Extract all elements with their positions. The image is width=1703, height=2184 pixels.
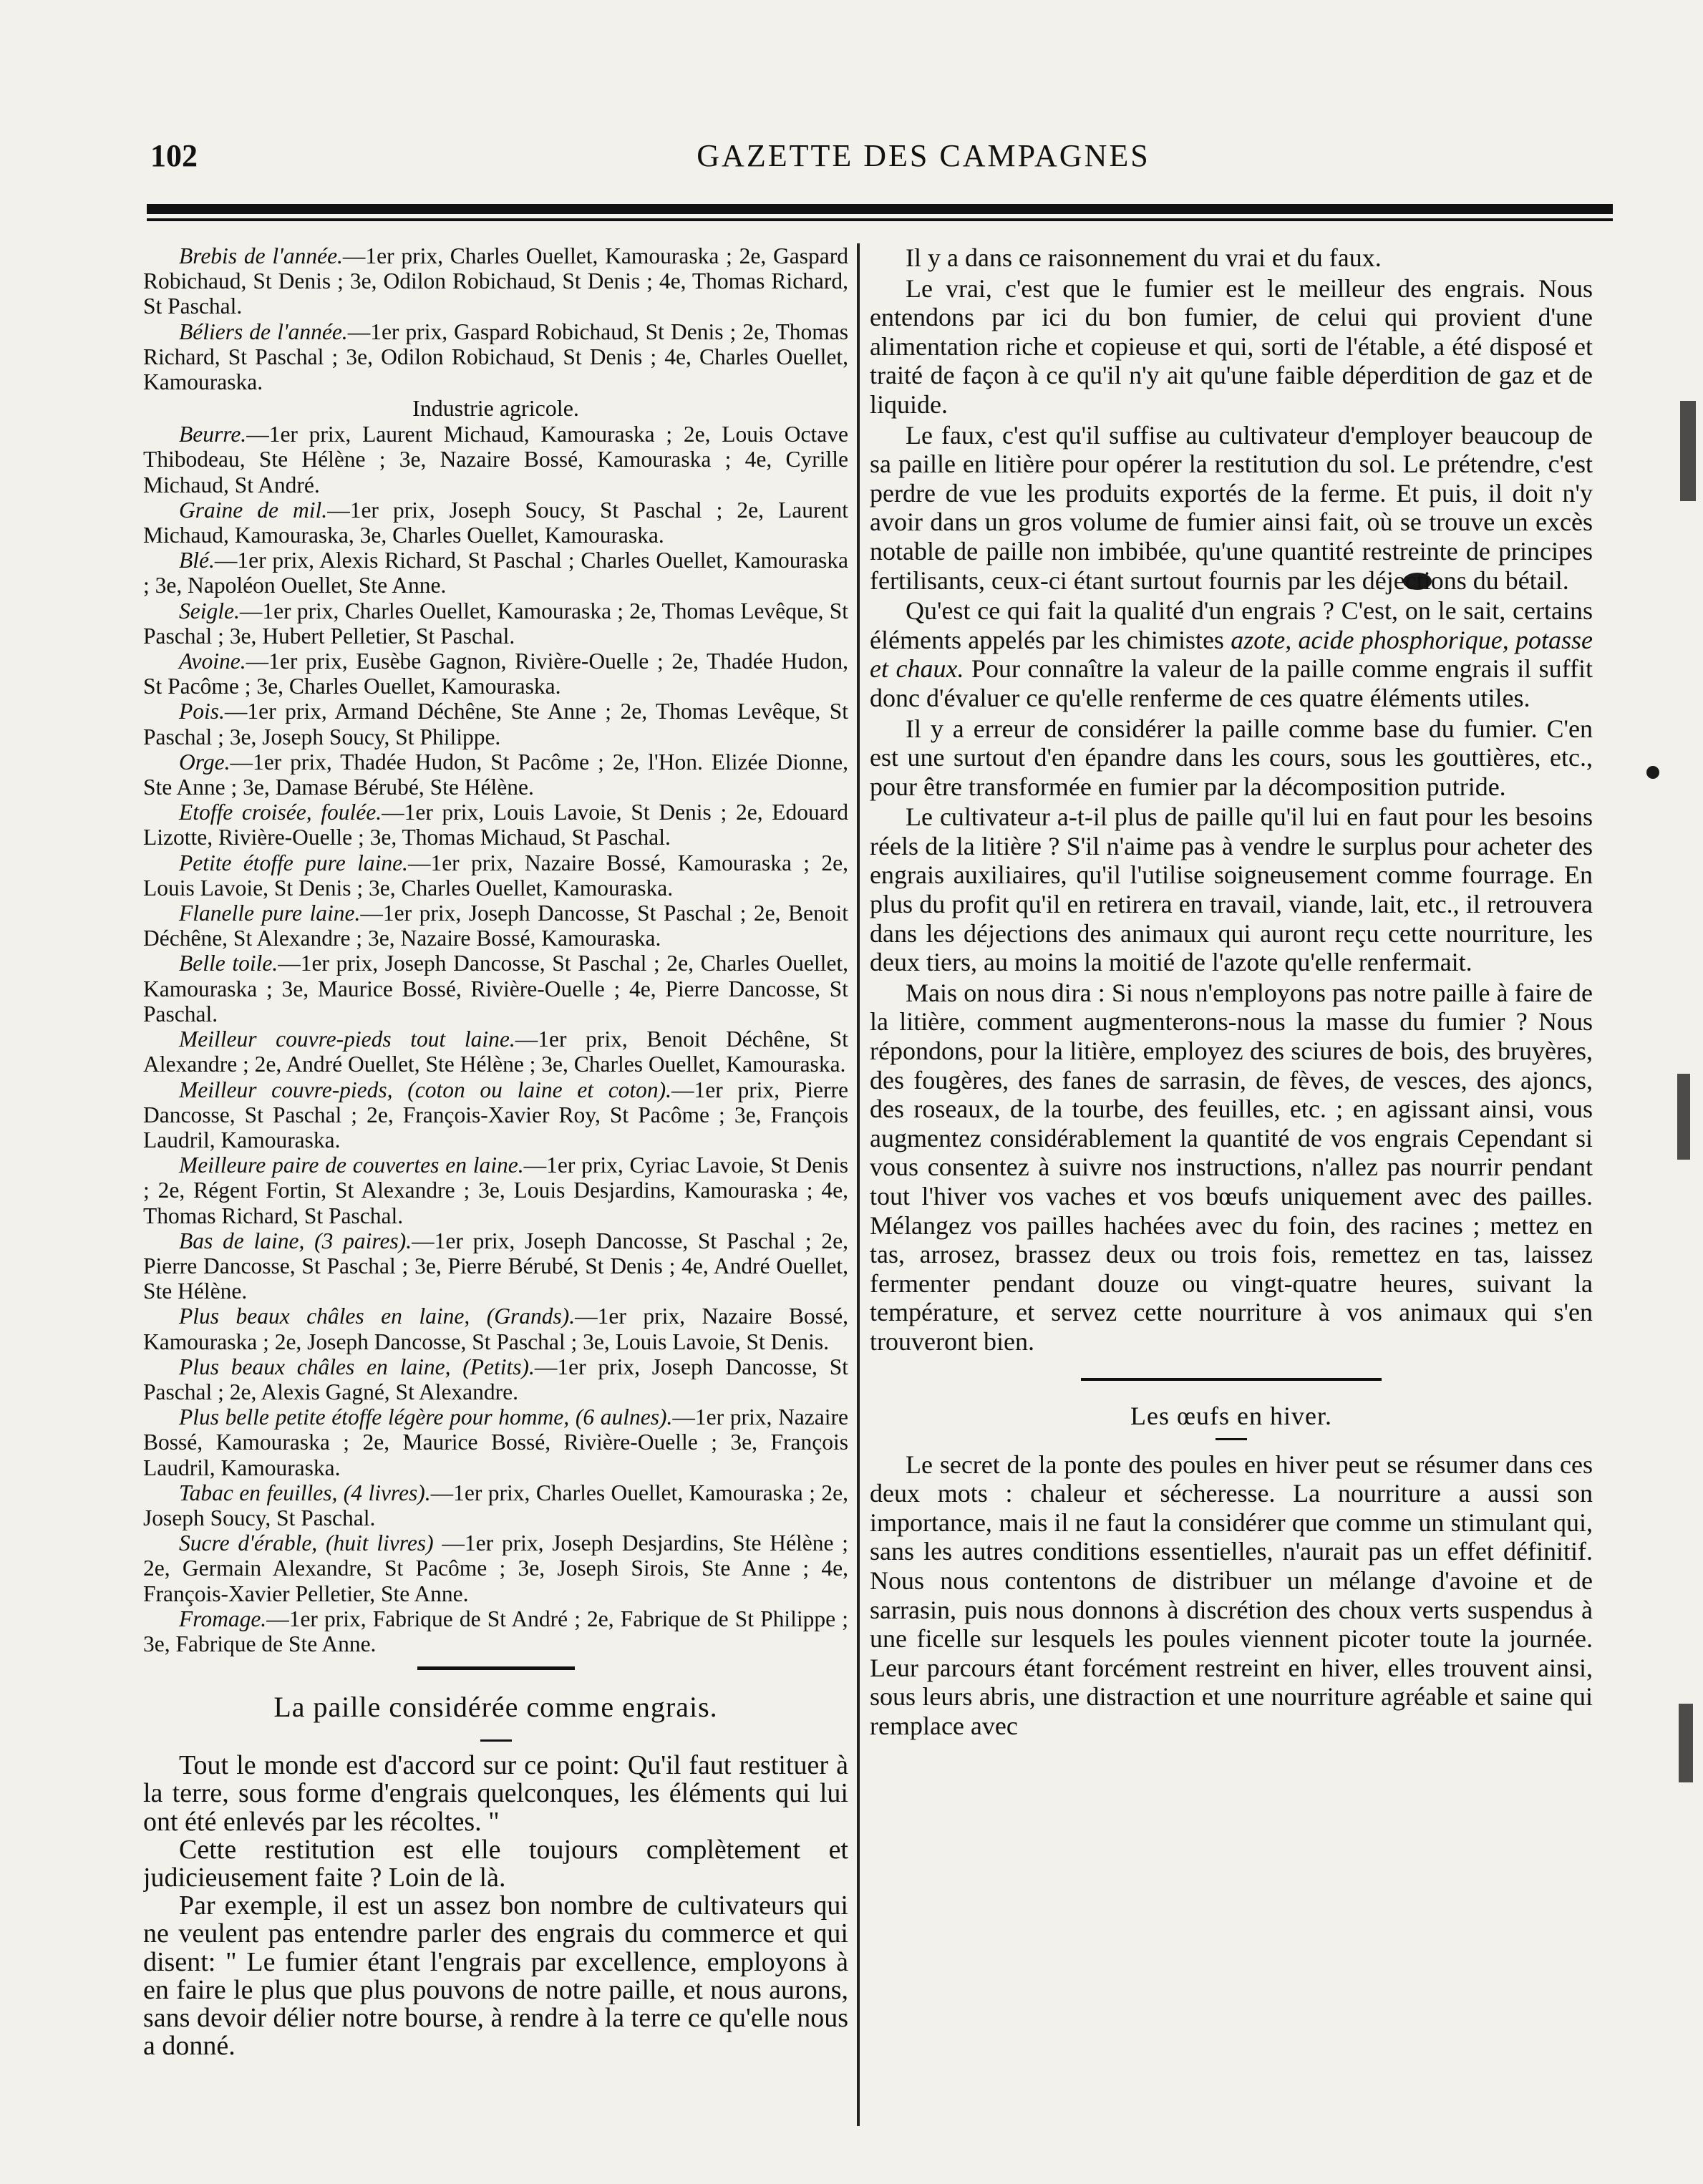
prize-winners: —1er prix, Louis Lavoie, St Denis ; 2e, Edouard Lizotte, Rivière-Ouelle ; 3e, Thomas Michaud, St Paschal. — [143, 800, 848, 850]
prize-category: Tabac en feuilles, (4 livres). — [179, 1480, 431, 1505]
prize-winners: —1er prix, Cyriac Lavoie, St Denis ; 2e, Régent Fortin, St Alexandre ; 3e, Louis Desjardins, Kamouraska ; 4e, Thomas Richard, St Paschal. — [143, 1152, 848, 1228]
prize-winners: —1er prix, Alexis Richard, St Paschal ; Charles Ouellet, Kamouraska ; 3e, Napoléon Ouellet, Ste Anne. — [143, 548, 848, 598]
prize-category: Meilleur couvre-pieds, (coton ou laine et coton). — [179, 1077, 672, 1102]
column-divider — [857, 243, 860, 2126]
article-paragraph: Tout le monde est d'accord sur ce point: Qu'il faut restituer à la terre, sous forme d'engrais quelconques, les éléments qui lui ont été enlevés par les récoltes. " — [143, 1750, 848, 1837]
prize-category: Etoffe croisée, foulée. — [179, 800, 382, 825]
header-rule-thin — [147, 218, 1613, 221]
prize-entry — [143, 850, 848, 901]
prize-category: Brebis de l'année. — [179, 243, 343, 268]
prize-winners: —1er prix, Joseph Dancosse, St Paschal ; 2e, Alexis Gagné, St Alexandre. — [143, 1354, 848, 1404]
prize-winners: —1er prix, Nazaire Bossé, Kamouraska ; 2e, Joseph Dancosse, St Paschal ; 3e, Louis Lavoie, St Denis. — [143, 1304, 848, 1354]
prize-category: Petite étoffe pure laine. — [179, 850, 408, 875]
prize-entry — [143, 901, 848, 951]
right-column — [870, 243, 1593, 2133]
prize-category: Graine de mil. — [179, 497, 328, 523]
prize-entry — [143, 699, 848, 749]
prize-entry — [143, 1228, 848, 1304]
prize-category: Beurre. — [179, 422, 247, 447]
prize-entry — [143, 1480, 848, 1530]
article-paragraph — [870, 596, 1593, 712]
scan-edge-mark — [1679, 1704, 1693, 1782]
ink-blot — [1646, 766, 1659, 779]
prize-entry — [143, 649, 848, 699]
prize-winners: —1er prix, Charles Ouellet, Kamouraska ; 2e, Thomas Levêque, St Paschal ; 3e, Hubert Pelletier, St Paschal. — [143, 598, 848, 649]
prize-category: Béliers de l'année. — [179, 319, 348, 344]
prize-category: Pois. — [179, 699, 225, 724]
prize-category: Fromage. — [179, 1606, 267, 1631]
prize-entry — [143, 1404, 848, 1480]
prize-entry — [143, 1606, 848, 1656]
prize-list-agricultural — [143, 422, 848, 1656]
prize-winners: —1er prix, Laurent Michaud, Kamouraska ; 2e, Louis Octave Thibodeau, Ste Hélène ; 3e, Nazaire Bossé, Kamouraska ; 4e, Cyrille Michaud, St André. — [143, 422, 848, 498]
prize-winners: —1er prix, Fabrique de St André ; 2e, Fabrique de St Philippe ; 3e, Fabrique de Ste Anne. — [143, 1606, 848, 1656]
left-column — [143, 243, 848, 2133]
prize-list-sheep — [143, 243, 848, 394]
article-paragraph: Le vrai, c'est que le fumier est le meilleur des engrais. Nous entendons par ici du bon fumier, de celui qui provient d'une alimentation riche et copieuse et qui, sorti de l'étable, a été disposé et traité de façon à ce qu'il n'y ait qu'une faible déperdition de gaz et de liquide. — [870, 273, 1593, 419]
section-subheading: Industrie agricole. — [412, 395, 579, 422]
prize-category: Belle toile. — [179, 951, 278, 976]
prize-entry — [143, 498, 848, 548]
prize-entry — [143, 598, 848, 649]
prize-category: Meilleure paire de couvertes en laine. — [179, 1152, 524, 1178]
prize-entry — [143, 951, 848, 1027]
prize-category: Blé. — [179, 548, 215, 573]
header-rule-thick — [147, 204, 1613, 214]
prize-entry — [143, 1304, 848, 1354]
article-paragraph: Le faux, c'est qu'il suffise au cultivateur d'employer beaucoup de sa paille en litière pour opérer la restitution du sol. Le prétendre, c'est perdre de vue les produits exportés de la ferme. Et puis, il doit n'y avoir dans un gros volume de fumier ainsi fait, où se trouve un excès notable de paille non imbibée, qu'une quantité restreinte de principes fertilisants, ceux-ci étant surtout fournis par les déjections du bétail. — [870, 420, 1593, 595]
prize-winners: —1er prix, Charles Ouellet, Kamouraska ; 2e, Gaspard Robichaud, St Denis ; 3e, Odilon Robichaud, St Denis ; 4e, Thomas Richard, St Paschal. — [143, 243, 848, 319]
prize-winners: —1er prix, Eusèbe Gagnon, Rivière-Ouelle ; 2e, Thadée Hudon, St Pacôme ; 3e, Charles Ouellet, Kamouraska. — [143, 649, 848, 699]
prize-winners: —1er prix, Nazaire Bossé, Kamouraska ; 2e, Maurice Bossé, Rivière-Ouelle ; 3e, François Laudril, Kamouraska. — [143, 1404, 848, 1480]
prize-entry — [143, 749, 848, 800]
prize-entry — [143, 422, 848, 498]
prize-winners: —1er prix, Armand Déchêne, Ste Anne ; 2e, Thomas Levêque, St Paschal ; 3e, Joseph Soucy, St Philippe. — [143, 699, 848, 749]
prize-category: Flanelle pure laine. — [179, 901, 361, 926]
prize-entry — [143, 1077, 848, 1153]
prize-winners: —1er prix, Joseph Soucy, St Paschal ; 2e, Laurent Michaud, Kamouraska, 3e, Charles Ouellet, Kamouraska. — [143, 497, 848, 548]
prize-winners: —1er prix, Thadée Hudon, St Pacôme ; 2e, l'Hon. Elizée Dionne, Ste Anne ; 3e, Damase Bérubé, Ste Hélène. — [143, 749, 848, 800]
title-dash — [1216, 1438, 1247, 1440]
article-title: La paille considérée comme engrais. — [273, 1691, 718, 1724]
article-separator — [417, 1666, 575, 1670]
prize-category: Avoine. — [179, 649, 246, 674]
prize-winners: —1er prix, Pierre Dancosse, St Paschal ; 2e, François-Xavier Roy, St Pacôme ; 3e, François Laudril, Kamouraska. — [143, 1077, 848, 1152]
prize-winners: —1er prix, Benoit Déchêne, St Alexandre ; 2e, André Ouellet, Ste Hélène ; 3e, Charles Ouellet, Kamouraska. — [143, 1027, 848, 1077]
prize-category: Plus beaux châles en laine, (Petits). — [179, 1354, 535, 1379]
article-paragraph: Il y a dans ce raisonnement du vrai et du faux. — [906, 243, 1382, 272]
article-title: Les œufs en hiver. — [1130, 1401, 1332, 1430]
chemical-elements-italic: azote, acide phosphorique, potasse et chaux. — [870, 625, 1593, 684]
prize-entry — [143, 1027, 848, 1077]
prize-entry — [143, 1152, 848, 1228]
prize-entry — [143, 243, 848, 319]
prize-category: Meilleur couvre-pieds tout laine. — [179, 1027, 515, 1052]
prize-category: Plus beaux châles en laine, (Grands). — [179, 1304, 576, 1329]
running-title: GAZETTE DES CAMPAGNES — [697, 138, 1150, 173]
article-separator — [1081, 1378, 1382, 1381]
prize-category: Bas de laine, (3 paires). — [179, 1228, 412, 1253]
scan-edge-mark — [1677, 1074, 1690, 1160]
prize-winners: —1er prix, Joseph Dancosse, St Paschal ; 2e, Benoit Déchêne, St Alexandre ; 3e, Nazaire Bossé, Kamouraska. — [143, 901, 848, 951]
article-paragraph: Par exemple, il est un assez bon nombre de cultivateurs qui ne veulent pas entendre parler des engrais du commerce et qui disent: " Le fumier étant l'engrais par excellence, employons à en faire le plus que plus pouvons de notre paille, et nous aurons, sans devoir délier notre bourse, à rendre à la terre ce qu'elle nous a donné. — [143, 1891, 848, 2062]
prize-winners: —1er prix, Nazaire Bossé, Kamouraska ; 2e, Louis Lavoie, St Denis ; 3e, Charles Ouellet, Kamouraska. — [143, 850, 848, 901]
scan-edge-mark — [1680, 401, 1696, 501]
article-paragraph: Mais on nous dira : Si nous n'employons pas notre paille à faire de la litière, comment augmenterons-nous la masse du fumier ? Nous répondons, pour la litière, employez des sciures de bois, des bruyères, des fougères, des fanes de sarrasin, de fèves, de vesces, des ajoncs, des roseaux, de la tourbe, des feuilles, etc. ; en agissant ainsi, vous augmentez considérablement la quantité de vos engrais Cependant si vous consentez à suivre nos instructions, n'allez pas nourrir pendant tout l'hiver vos vaches et vos bœufs uniquement avec des pailles. Mélangez vos pailles hachées avec du foin, des racines ; mettez en tas, arrosez, brassez deux ou trois fois, remettez en tas, laissez fermenter pendant douze ou vingt-quatre heures, suivant la température, et servez cette nourriture à vos animaux qui s'en trouveront bien. — [870, 978, 1593, 1356]
prize-winners: —1er prix, Joseph Dancosse, St Paschal ; 2e, Pierre Dancosse, St Paschal ; 3e, Pierre Bérubé, St Denis ; 4e, André Ouellet, Ste Hélène. — [143, 1228, 848, 1304]
page-number: 102 — [150, 138, 198, 173]
prize-winners: —1er prix, Charles Ouellet, Kamouraska ; 2e, Joseph Soucy, St Paschal. — [143, 1480, 848, 1530]
paragraph-text: Pour connaître la valeur de la paille comme engrais il suffit donc d'évaluer ce qu'elle renferme de ces quatre éléments utiles. — [870, 654, 1593, 712]
prize-entry — [143, 1530, 848, 1606]
prize-entry — [143, 548, 848, 598]
prize-category: Sucre d'érable, (huit livres) — [179, 1530, 434, 1556]
prize-category: Seigle. — [179, 598, 240, 623]
prize-winners: —1er prix, Gaspard Robichaud, St Denis ; 2e, Thomas Richard, St Paschal ; 3e, Odilon Robichaud, St Denis ; 4e, Charles Ouellet, Kamouraska. — [143, 319, 848, 395]
prize-entry — [143, 1354, 848, 1404]
article-paragraph: Cette restitution est elle toujours complètement et judicieusement faite ? Loin de là. — [143, 1834, 848, 1893]
title-dash — [480, 1739, 512, 1742]
prize-category: Plus belle petite étoffe légère pour homme, (6 aulnes). — [179, 1404, 673, 1430]
prize-entry — [143, 800, 848, 850]
prize-category: Orge. — [179, 749, 231, 775]
prize-entry — [143, 319, 848, 395]
paragraph-text: Qu'est ce qui fait la qualité d'un engrais ? C'est, on le sait, certains éléments appelés par les chimistes — [870, 596, 1593, 654]
prize-winners: —1er prix, Joseph Desjardins, Ste Hélène ; 2e, Germain Alexandre, St Pacôme ; 3e, Joseph Sirois, Ste Anne ; 4e, François-Xavier Pelletier, Ste Anne. — [143, 1530, 848, 1606]
article-paragraph: Il y a erreur de considérer la paille comme base du fumier. C'en est une surtout d'en épandre dans les cours, sous les gouttières, etc., pour être transformée en fumier par la décomposition putride. — [870, 714, 1593, 801]
article-paragraph: Le cultivateur a-t-il plus de paille qu'il lui en faut pour les besoins réels de la litière ? S'il n'aime pas à vendre le surplus pour acheter des engrais auxiliaires, qu'il l'utilise soigneusement comme fourrage. En plus du profit qu'il en retirera en travail, viande, lait, etc., il retrouvera dans les déjections des animaux qui auront reçu cette nourriture, les deux tiers, au moins la moitié de l'azote qu'elle renfermait. — [870, 802, 1593, 977]
article-paragraph: Le secret de la ponte des poules en hiver peut se résumer dans ces deux mots : chaleur et sécheresse. La nourriture a aussi son importance, mais il ne faut la considérer que comme un stimulant qui, sans les autres conditions essentielles, n'aurait pas un effet définitif. Nous nous contentons de distribuer un mélange d'avoine et de sarrasin, puis nous donnons à discrétion des choux verts suspendus à une ficelle sur lesquels les poules viennent picoter toute la journée. Leur parcours étant forcément restreint en hiver, elles trouvent ainsi, sous leurs abris, une distraction et une nourriture agréable et saine qui remplace avec — [870, 1450, 1593, 1740]
prize-winners: —1er prix, Joseph Dancosse, St Paschal ; 2e, Charles Ouellet, Kamouraska ; 3e, Maurice Bossé, Rivière-Ouelle ; 4e, Pierre Dancosse, St Paschal. — [143, 951, 848, 1027]
